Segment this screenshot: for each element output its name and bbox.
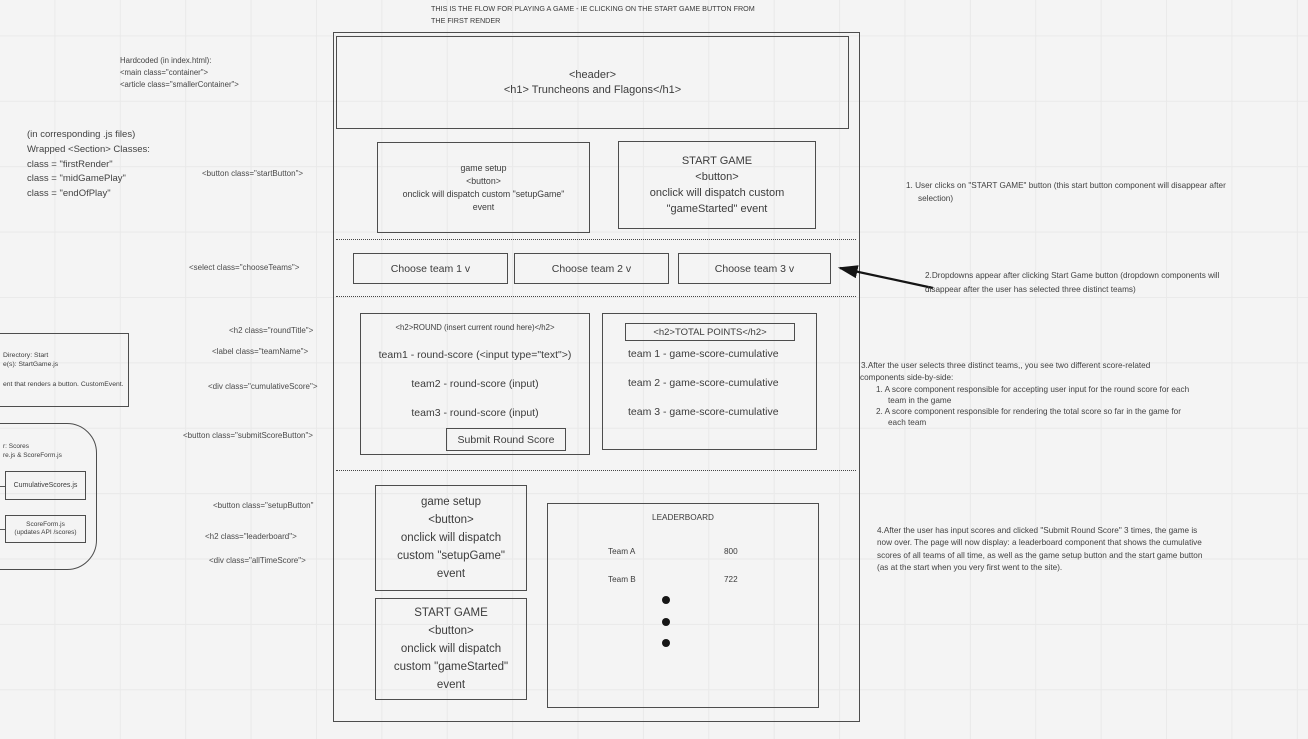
annotation-arrow-icon [830, 256, 938, 292]
note4-line-3: scores of all teams of all time, as well as the game setup button and the start game button [877, 551, 1203, 560]
end-game-setup-line-1: game setup [420, 496, 482, 508]
start-game-line-2: <button> [695, 171, 739, 183]
header-box [336, 36, 849, 129]
end-start-game-button[interactable] [375, 598, 527, 700]
score-form-js-sublabel: (updates API /scores) [14, 529, 77, 536]
team3-cumulative-row: team 3 - game-score-cumulative [628, 406, 779, 418]
choose-team-1-label: Choose team 1 v [390, 262, 471, 275]
choose-team-2-dropdown[interactable] [514, 253, 669, 284]
note1-line-1: 1. User clicks on "START GAME" button (this start button component will disappear after [906, 181, 1226, 190]
note2-line-1: 2.Dropdowns appear after clicking Start Game button (dropdown components will [925, 271, 1220, 280]
team3-round-score-row: team3 - round-score (input) [411, 407, 539, 419]
label-setup-button-class: <button class="setupButton" [213, 501, 314, 510]
game-setup-line-1: game setup [460, 162, 507, 173]
wrapped-note-line-1: (in corresponding .js files) [27, 129, 136, 140]
end-start-game-line-1: START GAME [414, 607, 488, 619]
header-tag-text: <header> [568, 68, 617, 81]
total-points-title-box [625, 323, 795, 341]
label-cumulative-score-class: <div class="cumulativeScore"> [208, 382, 318, 391]
end-start-game-line-3: onclick will dispatch [400, 643, 502, 655]
leaderboard-row-score: 800 [724, 547, 738, 556]
wrapped-note-line-5: class = "endOfPlay" [27, 188, 111, 199]
score-form-js-label: ScoreForm.js [26, 520, 65, 528]
note1-line-2: selection) [918, 194, 954, 203]
game-setup-line-4: event [472, 201, 495, 212]
end-game-setup-line-3: onclick will dispatch [400, 532, 502, 544]
label-team-name-class: <label class="teamName"> [212, 347, 309, 356]
leaderboard-row-team: Team B [608, 575, 636, 584]
hardcoded-note-line-1: Hardcoded (in index.html): [120, 56, 212, 65]
start-directory-line-2: e(s): StartGame.js [3, 361, 59, 368]
end-game-setup-line-4: custom "setupGame" [397, 550, 505, 562]
round-title-text: <h2>ROUND (insert current round here)</h2> [395, 323, 555, 332]
cumulative-scores-js-label: CumulativeScores.js [13, 482, 78, 489]
choose-team-1-dropdown[interactable] [353, 253, 508, 284]
choose-team-3-dropdown[interactable] [678, 253, 831, 284]
game-setup-line-3: onclick will dispatch custom "setupGame" [402, 188, 565, 199]
flow-title-line-2: THE FIRST RENDER [431, 16, 501, 25]
start-game-line-4: "gameStarted" event [666, 203, 768, 215]
section-divider [336, 239, 856, 240]
submit-round-score-button[interactable] [446, 428, 566, 451]
label-submit-score-button-class: <button class="submitScoreButton"> [183, 431, 313, 440]
start-directory-line-3: ent that renders a button. CustomEvent. [3, 381, 124, 388]
wrapped-note-line-4: class = "midGamePlay" [27, 173, 126, 184]
note3-line-3: 1. A score component responsible for accepting user input for the round score for each [876, 385, 1190, 394]
cumulative-scores-js-box [5, 471, 86, 500]
team2-round-score-row: team2 - round-score (input) [411, 378, 539, 390]
label-round-title-class: <h2 class="roundTitle"> [229, 326, 314, 335]
start-game-button[interactable] [618, 141, 816, 229]
label-all-time-score-class: <div class="allTimeScore"> [209, 556, 306, 565]
end-start-game-line-5: event [436, 679, 466, 691]
ellipsis-dot [662, 618, 670, 626]
choose-team-3-label: Choose team 3 v [714, 262, 795, 275]
end-start-game-line-2: <button> [428, 625, 474, 637]
note3-line-4: team in the game [888, 396, 952, 405]
end-game-setup-line-2: <button> [428, 514, 474, 526]
end-game-setup-line-5: event [436, 568, 466, 580]
wrapped-note-line-3: class = "firstRender" [27, 159, 113, 170]
leaderboard-box [547, 503, 819, 708]
label-start-button-class: <button class="startButton"> [202, 169, 304, 178]
leaderboard-row-score: 722 [724, 575, 738, 584]
start-directory-line-1: Directory: Start [3, 352, 49, 359]
team2-cumulative-row: team 2 - game-score-cumulative [628, 377, 779, 389]
leaderboard-row-team: Team A [608, 547, 636, 556]
start-game-line-3: onclick will dispatch custom [649, 187, 785, 199]
note3-line-6: each team [888, 418, 927, 427]
note4-line-1: 4.After the user has input scores and clicked "Submit Round Score" 3 times, the game is [877, 526, 1198, 535]
note4-line-2: now over. The page will now display: a leaderboard component that shows the cumulative [877, 538, 1202, 547]
scores-directory-header-1: r: Scores [3, 443, 30, 450]
ellipsis-dot [662, 639, 670, 647]
section-divider [336, 470, 856, 471]
label-leaderboard-class: <h2 class="leaderboard"> [205, 532, 297, 541]
score-form-js-box [5, 515, 86, 543]
game-setup-line-2: <button> [466, 175, 501, 186]
label-choose-teams-class: <select class="chooseTeams"> [189, 263, 300, 272]
start-directory-box [0, 333, 129, 407]
start-game-line-1: START GAME [681, 155, 753, 167]
header-title-text: <h1> Truncheons and Flagons</h1> [503, 83, 682, 96]
end-game-setup-button[interactable] [375, 485, 527, 591]
submit-round-score-label: Submit Round Score [457, 433, 555, 446]
choose-team-2-label: Choose team 2 v [551, 262, 632, 275]
wrapped-note-line-2: Wrapped <Section> Classes: [27, 144, 150, 155]
note3-line-1: 3.After the user selects three distinct teams,, you see two different score-related [861, 361, 1151, 370]
hardcoded-note-line-2: <main class="container"> [120, 68, 209, 77]
note3-line-5: 2. A score component responsible for rendering the total score so far in the game for [876, 407, 1181, 416]
flow-title-line-1: THIS IS THE FLOW FOR PLAYING A GAME - IE CLICKING ON THE START GAME BUTTON FROM [431, 4, 755, 13]
team1-cumulative-row: team 1 - game-score-cumulative [628, 348, 779, 360]
team1-round-score-row: team1 - round-score (<input type="text">) [378, 349, 572, 361]
leaderboard-title: LEADERBOARD [652, 513, 714, 522]
ellipsis-dot [662, 596, 670, 604]
hardcoded-note-line-3: <article class="smallerContainer"> [120, 80, 239, 89]
end-start-game-line-4: custom "gameStarted" [393, 661, 509, 673]
total-points-title: <h2>TOTAL POINTS</h2> [653, 326, 767, 338]
note2-line-2: disappear after the user has selected three distinct teams) [925, 285, 1136, 294]
scores-directory-header-2: re.js & ScoreForm.js [3, 452, 62, 459]
note3-line-2: components side-by-side: [860, 373, 954, 382]
game-setup-button[interactable] [377, 142, 590, 233]
note4-line-4: (as at the start when you very first went to the site). [877, 563, 1063, 572]
section-divider [336, 296, 856, 297]
